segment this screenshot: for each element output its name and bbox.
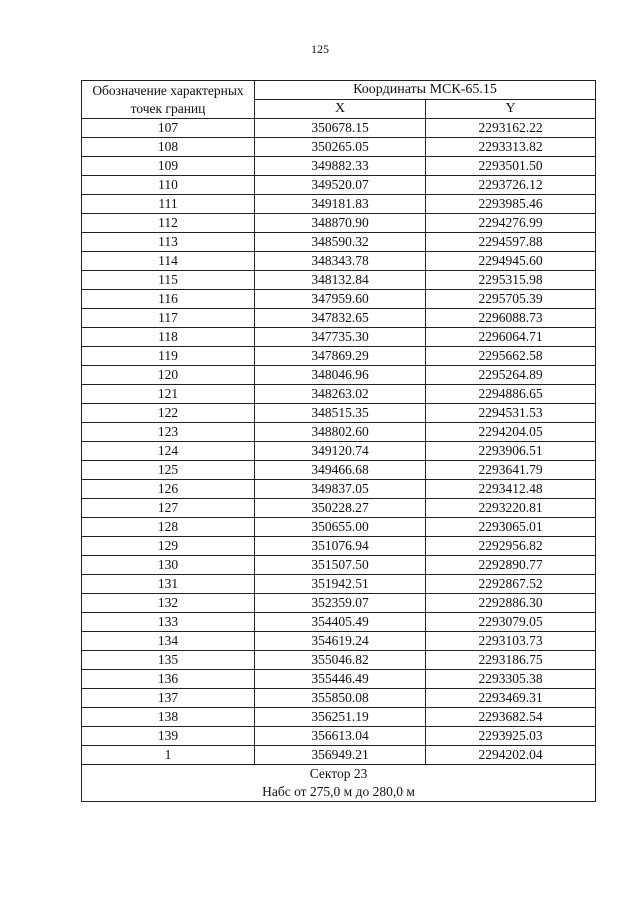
point-cell: 109 [82, 157, 255, 176]
sector-title: Сектор 23 [309, 766, 368, 781]
x-cell: 349837.05 [255, 480, 426, 499]
table-row [82, 195, 596, 214]
table-row [82, 708, 596, 727]
table-row [82, 347, 596, 366]
table-row [82, 252, 596, 271]
point-cell: 1 [82, 746, 255, 765]
y-cell: 2293469.31 [426, 689, 596, 708]
x-cell: 349520.07 [255, 176, 426, 195]
point-cell: 118 [82, 328, 255, 347]
y-cell: 2292956.82 [426, 537, 596, 556]
x-cell: 349120.74 [255, 442, 426, 461]
table-row [82, 670, 596, 689]
table-row [82, 119, 596, 138]
y-cell: 2294202.04 [426, 746, 596, 765]
table-row [82, 366, 596, 385]
table-row [82, 404, 596, 423]
table-row [82, 613, 596, 632]
point-cell: 136 [82, 670, 255, 689]
point-cell: 112 [82, 214, 255, 233]
table-body [82, 119, 596, 765]
y-cell: 2293313.82 [426, 138, 596, 157]
y-cell: 2294597.88 [426, 233, 596, 252]
height-range: Набс от 275,0 м до 280,0 м [262, 784, 415, 799]
point-cell: 117 [82, 309, 255, 328]
point-cell: 110 [82, 176, 255, 195]
point-cell: 131 [82, 575, 255, 594]
y-cell: 2294531.53 [426, 404, 596, 423]
table-row [82, 138, 596, 157]
point-cell: 137 [82, 689, 255, 708]
y-cell: 2293220.81 [426, 499, 596, 518]
x-cell: 348870.90 [255, 214, 426, 233]
y-cell: 2293726.12 [426, 176, 596, 195]
table-row [82, 423, 596, 442]
x-cell: 351942.51 [255, 575, 426, 594]
y-cell: 2292867.52 [426, 575, 596, 594]
sector-footer-cell [82, 765, 596, 802]
y-column-header: Y [426, 100, 596, 119]
x-cell: 352359.07 [255, 594, 426, 613]
x-cell: 356251.19 [255, 708, 426, 727]
y-cell: 2292886.30 [426, 594, 596, 613]
table-footer [82, 765, 596, 802]
point-cell: 132 [82, 594, 255, 613]
point-cell: 124 [82, 442, 255, 461]
x-cell: 354405.49 [255, 613, 426, 632]
table-row [82, 746, 596, 765]
y-cell: 2293162.22 [426, 119, 596, 138]
table-row [82, 727, 596, 746]
table-header [82, 81, 596, 119]
x-cell: 348343.78 [255, 252, 426, 271]
y-cell: 2294276.99 [426, 214, 596, 233]
point-cell: 116 [82, 290, 255, 309]
x-cell: 347832.65 [255, 309, 426, 328]
y-cell: 2293079.05 [426, 613, 596, 632]
point-cell: 139 [82, 727, 255, 746]
table-row [82, 499, 596, 518]
point-column-header: Обозначение характерных точек границ [82, 81, 255, 119]
table-row [82, 385, 596, 404]
x-cell: 350228.27 [255, 499, 426, 518]
coordinates-table [81, 80, 596, 802]
x-cell: 349181.83 [255, 195, 426, 214]
point-cell: 125 [82, 461, 255, 480]
x-cell: 355446.49 [255, 670, 426, 689]
coordinates-group-header: Координаты МСК-65.15 [255, 81, 596, 100]
point-cell: 138 [82, 708, 255, 727]
point-cell: 133 [82, 613, 255, 632]
table-row [82, 461, 596, 480]
point-cell: 127 [82, 499, 255, 518]
table-row [82, 594, 596, 613]
point-cell: 115 [82, 271, 255, 290]
point-cell: 122 [82, 404, 255, 423]
table-row [82, 233, 596, 252]
point-cell: 123 [82, 423, 255, 442]
table-row [82, 328, 596, 347]
x-cell: 351507.50 [255, 556, 426, 575]
table-row [82, 537, 596, 556]
y-cell: 2296064.71 [426, 328, 596, 347]
y-cell: 2294945.60 [426, 252, 596, 271]
point-cell: 129 [82, 537, 255, 556]
y-cell: 2293186.75 [426, 651, 596, 670]
table-row [82, 556, 596, 575]
header-row [82, 81, 596, 100]
table-row [82, 689, 596, 708]
y-cell: 2293412.48 [426, 480, 596, 499]
point-cell: 121 [82, 385, 255, 404]
x-cell: 350655.00 [255, 518, 426, 537]
y-cell: 2293985.46 [426, 195, 596, 214]
x-cell: 348802.60 [255, 423, 426, 442]
y-cell: 2295264.89 [426, 366, 596, 385]
y-cell: 2295662.58 [426, 347, 596, 366]
table-row [82, 271, 596, 290]
point-cell: 113 [82, 233, 255, 252]
x-cell: 349882.33 [255, 157, 426, 176]
y-cell: 2296088.73 [426, 309, 596, 328]
x-column-header: X [255, 100, 426, 119]
x-cell: 347869.29 [255, 347, 426, 366]
table-row [82, 309, 596, 328]
table-row [82, 157, 596, 176]
table-row [82, 575, 596, 594]
x-cell: 348132.84 [255, 271, 426, 290]
x-cell: 354619.24 [255, 632, 426, 651]
point-cell: 108 [82, 138, 255, 157]
point-cell: 128 [82, 518, 255, 537]
y-cell: 2294204.05 [426, 423, 596, 442]
point-cell: 134 [82, 632, 255, 651]
footer-row [82, 765, 596, 802]
point-cell: 119 [82, 347, 255, 366]
y-cell: 2295315.98 [426, 271, 596, 290]
x-cell: 348263.02 [255, 385, 426, 404]
y-cell: 2293641.79 [426, 461, 596, 480]
y-cell: 2293682.54 [426, 708, 596, 727]
x-cell: 348046.96 [255, 366, 426, 385]
x-cell: 347959.60 [255, 290, 426, 309]
x-cell: 355046.82 [255, 651, 426, 670]
x-cell: 355850.08 [255, 689, 426, 708]
x-cell: 351076.94 [255, 537, 426, 556]
x-cell: 356613.04 [255, 727, 426, 746]
point-cell: 126 [82, 480, 255, 499]
y-cell: 2293906.51 [426, 442, 596, 461]
page-number: 125 [311, 42, 329, 56]
table-row [82, 518, 596, 537]
point-cell: 111 [82, 195, 255, 214]
y-cell: 2293065.01 [426, 518, 596, 537]
y-cell: 2293103.73 [426, 632, 596, 651]
y-cell: 2293305.38 [426, 670, 596, 689]
x-cell: 349466.68 [255, 461, 426, 480]
x-cell: 347735.30 [255, 328, 426, 347]
x-cell: 356949.21 [255, 746, 426, 765]
x-cell: 348515.35 [255, 404, 426, 423]
point-cell: 135 [82, 651, 255, 670]
y-cell: 2292890.77 [426, 556, 596, 575]
x-cell: 350265.05 [255, 138, 426, 157]
y-cell: 2294886.65 [426, 385, 596, 404]
table-row [82, 442, 596, 461]
table-row [82, 651, 596, 670]
point-cell: 107 [82, 119, 255, 138]
table-row [82, 214, 596, 233]
table-row [82, 176, 596, 195]
point-cell: 114 [82, 252, 255, 271]
x-cell: 348590.32 [255, 233, 426, 252]
y-cell: 2295705.39 [426, 290, 596, 309]
table-row [82, 480, 596, 499]
y-cell: 2293501.50 [426, 157, 596, 176]
x-cell: 350678.15 [255, 119, 426, 138]
point-cell: 120 [82, 366, 255, 385]
point-cell: 130 [82, 556, 255, 575]
y-cell: 2293925.03 [426, 727, 596, 746]
table-row [82, 632, 596, 651]
table-row [82, 290, 596, 309]
